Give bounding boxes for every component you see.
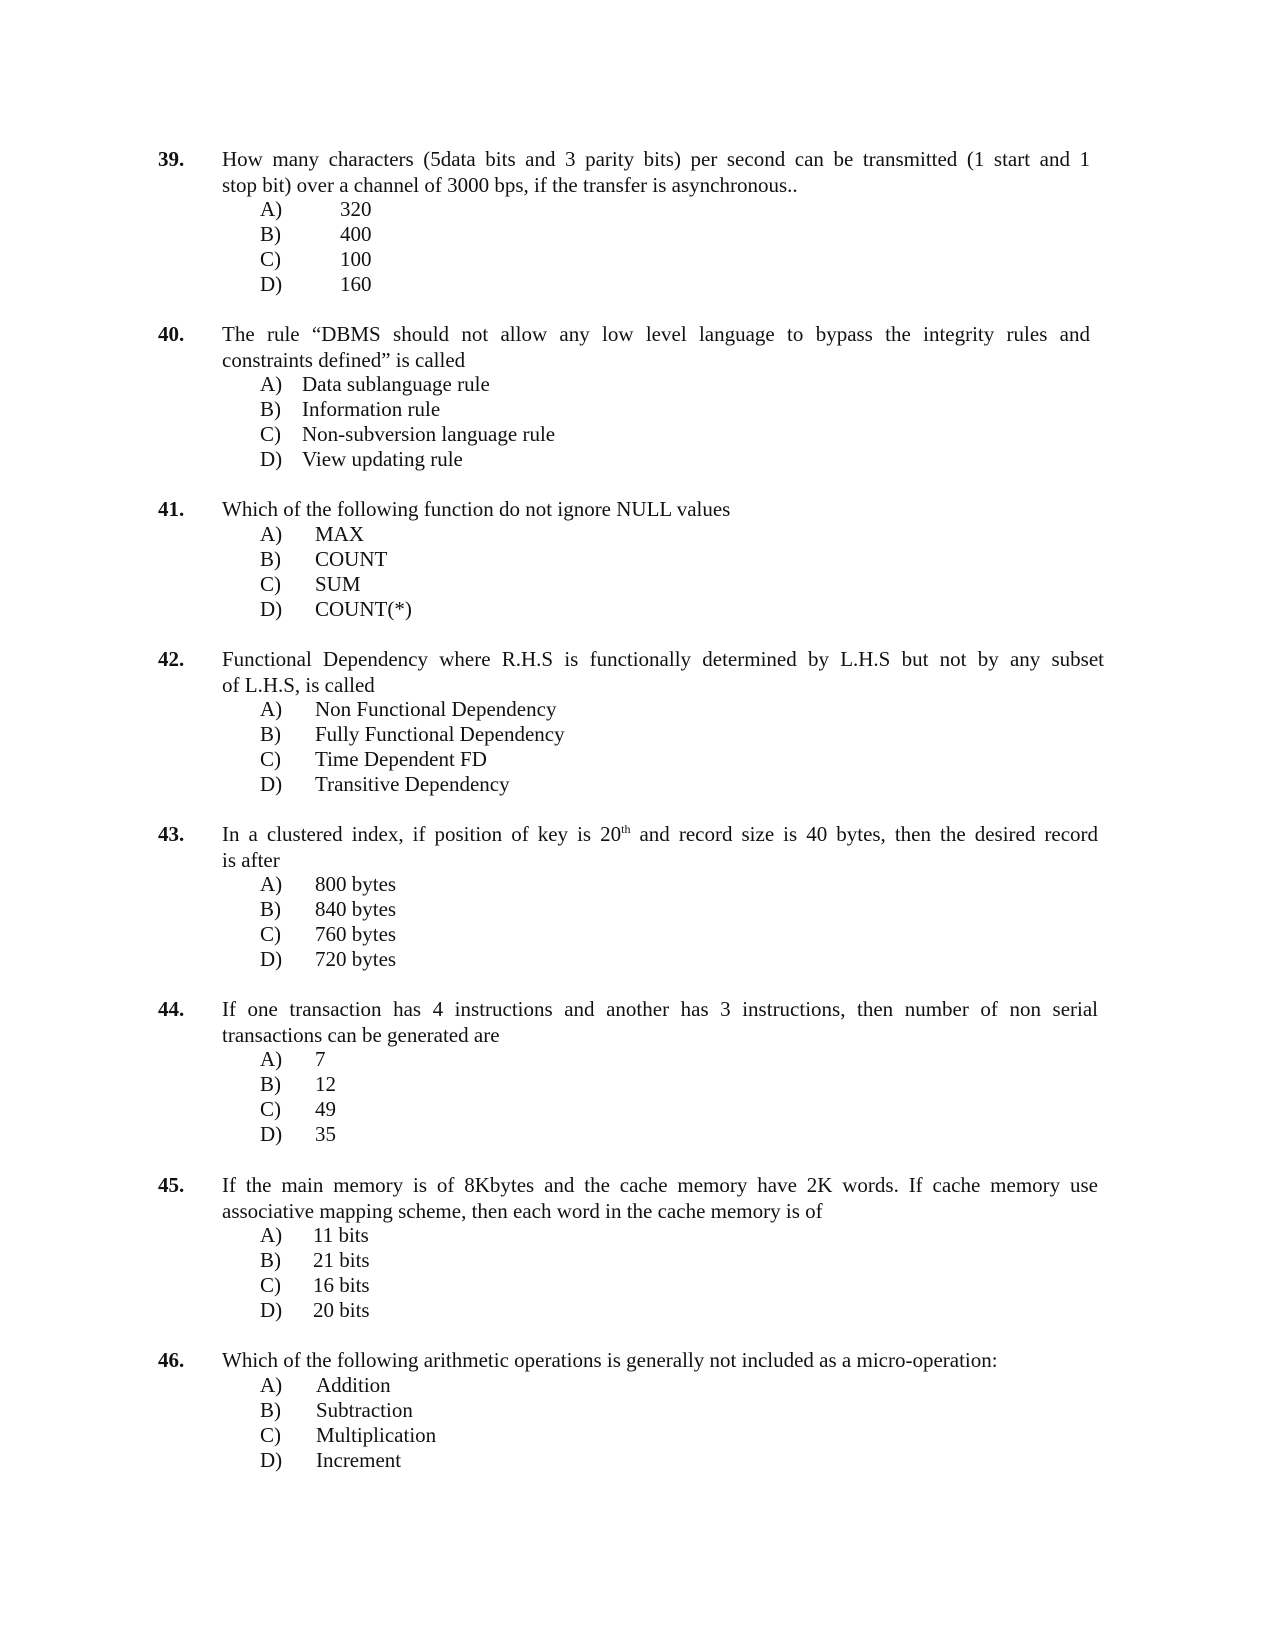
option-text: 49	[315, 1097, 336, 1121]
option-text: Subtraction	[316, 1398, 413, 1422]
option-label: C)	[260, 247, 281, 271]
option-label: D)	[260, 597, 283, 621]
question-number: 42.	[158, 647, 185, 671]
option-label: D)	[260, 1448, 283, 1472]
stem-line: stop bit) over a channel of 3000 bps, if the transfer is asynchronous..	[222, 173, 798, 197]
question-number: 43.	[158, 822, 185, 846]
option-label: B)	[260, 722, 281, 746]
option-label: C)	[260, 1273, 281, 1297]
option-label: B)	[260, 397, 281, 421]
option-text: COUNT	[315, 547, 388, 571]
stem-line	[222, 821, 1098, 847]
question-stem	[222, 496, 1102, 522]
option-label: C)	[260, 422, 281, 446]
stem-line: How many characters (5data bits and 3 parity bits) per second can be transmitted (1 start and 1	[222, 147, 1090, 171]
stem-line: is after	[222, 848, 280, 872]
option-label: A)	[260, 1047, 283, 1071]
question-stem	[222, 1347, 1102, 1373]
option-label: B)	[260, 547, 281, 571]
question-stem	[222, 146, 1090, 198]
option-label: D)	[260, 772, 283, 796]
option-text: Addition	[316, 1373, 391, 1397]
option-text: 320	[340, 197, 372, 221]
option-label: D)	[260, 1298, 283, 1322]
option-label: A)	[260, 872, 283, 896]
option-text: Time Dependent FD	[315, 747, 487, 771]
option-text: MAX	[315, 522, 365, 546]
option-label: D)	[260, 1122, 283, 1146]
option-text: Data sublanguage rule	[302, 372, 490, 396]
option-text: 35	[315, 1122, 336, 1146]
option-label: C)	[260, 1097, 281, 1121]
option-text: 160	[340, 272, 372, 296]
option-text: 7	[315, 1047, 326, 1071]
option-text: Non-subversion language rule	[302, 422, 556, 446]
stem-line: If one transaction has 4 instructions and another has 3 instructions, then number of non serial	[222, 997, 1098, 1021]
option-text: Increment	[316, 1448, 402, 1472]
option-label: B)	[260, 1248, 281, 1272]
option-text: 11 bits	[313, 1223, 369, 1247]
stem-text: and record size is 40 bytes, then the desired record	[630, 822, 1099, 846]
option-label: A)	[260, 372, 283, 396]
option-label: B)	[260, 222, 281, 246]
option-label: D)	[260, 947, 283, 971]
stem-line: If the main memory is of 8Kbytes and the cache memory have 2K words. If cache memory use	[222, 1173, 1098, 1197]
option-label: B)	[260, 1072, 281, 1096]
stem-line: constraints defined” is called	[222, 348, 466, 372]
option-label: B)	[260, 1398, 281, 1422]
option-label: B)	[260, 897, 281, 921]
option-text: 16 bits	[313, 1273, 370, 1297]
stem-line: Which of the following arithmetic operations is generally not included as a micro-operation:	[222, 1348, 998, 1372]
option-text: 21 bits	[313, 1248, 370, 1272]
stem-text: In a clustered index, if position of key is 20	[222, 822, 622, 846]
option-text: 720 bytes	[315, 947, 397, 971]
question-number: 39.	[158, 147, 185, 171]
option-text: COUNT(*)	[315, 597, 412, 621]
option-label: D)	[260, 272, 283, 296]
question-stem	[222, 821, 1098, 873]
question-stem	[222, 1172, 1098, 1224]
option-label: A)	[260, 197, 283, 221]
option-text: Non Functional Dependency	[315, 697, 557, 721]
option-label: C)	[260, 922, 281, 946]
option-text: 800 bytes	[315, 872, 397, 896]
option-label: C)	[260, 572, 281, 596]
option-text: Fully Functional Dependency	[315, 722, 565, 746]
stem-line: Functional Dependency where R.H.S is functionally determined by L.H.S but not by any subset	[222, 647, 1104, 671]
question-number: 46.	[158, 1348, 185, 1372]
question-number: 41.	[158, 497, 185, 521]
question-stem	[222, 321, 1090, 373]
ordinal-superscript: th	[621, 822, 631, 836]
question-stem	[222, 646, 1104, 698]
option-label: C)	[260, 1423, 281, 1447]
option-label: A)	[260, 1223, 283, 1247]
option-text: 400	[340, 222, 372, 246]
option-text: 840 bytes	[315, 897, 397, 921]
stem-line: Which of the following function do not ignore NULL values	[222, 497, 731, 521]
option-label: C)	[260, 747, 281, 771]
option-text: 760 bytes	[315, 922, 397, 946]
option-text: Multiplication	[316, 1423, 437, 1447]
stem-line: associative mapping scheme, then each word in the cache memory is of	[222, 1199, 823, 1223]
option-text: 20 bits	[313, 1298, 370, 1322]
question-number: 44.	[158, 997, 185, 1021]
question-stem	[222, 996, 1098, 1048]
option-text: View updating rule	[302, 447, 463, 471]
stem-line: of L.H.S, is called	[222, 673, 375, 697]
option-label: A)	[260, 1373, 283, 1397]
option-text: Information rule	[302, 397, 441, 421]
question-number: 45.	[158, 1173, 185, 1197]
option-text: 12	[315, 1072, 336, 1096]
stem-line: transactions can be generated are	[222, 1023, 500, 1047]
option-text: SUM	[315, 572, 361, 596]
option-text: 100	[340, 247, 372, 271]
stem-line: The rule “DBMS should not allow any low level language to bypass the integrity rules and	[222, 322, 1090, 346]
option-text: Transitive Dependency	[315, 772, 510, 796]
option-label: D)	[260, 447, 283, 471]
option-label: A)	[260, 522, 283, 546]
option-label: A)	[260, 697, 283, 721]
question-number: 40.	[158, 322, 185, 346]
